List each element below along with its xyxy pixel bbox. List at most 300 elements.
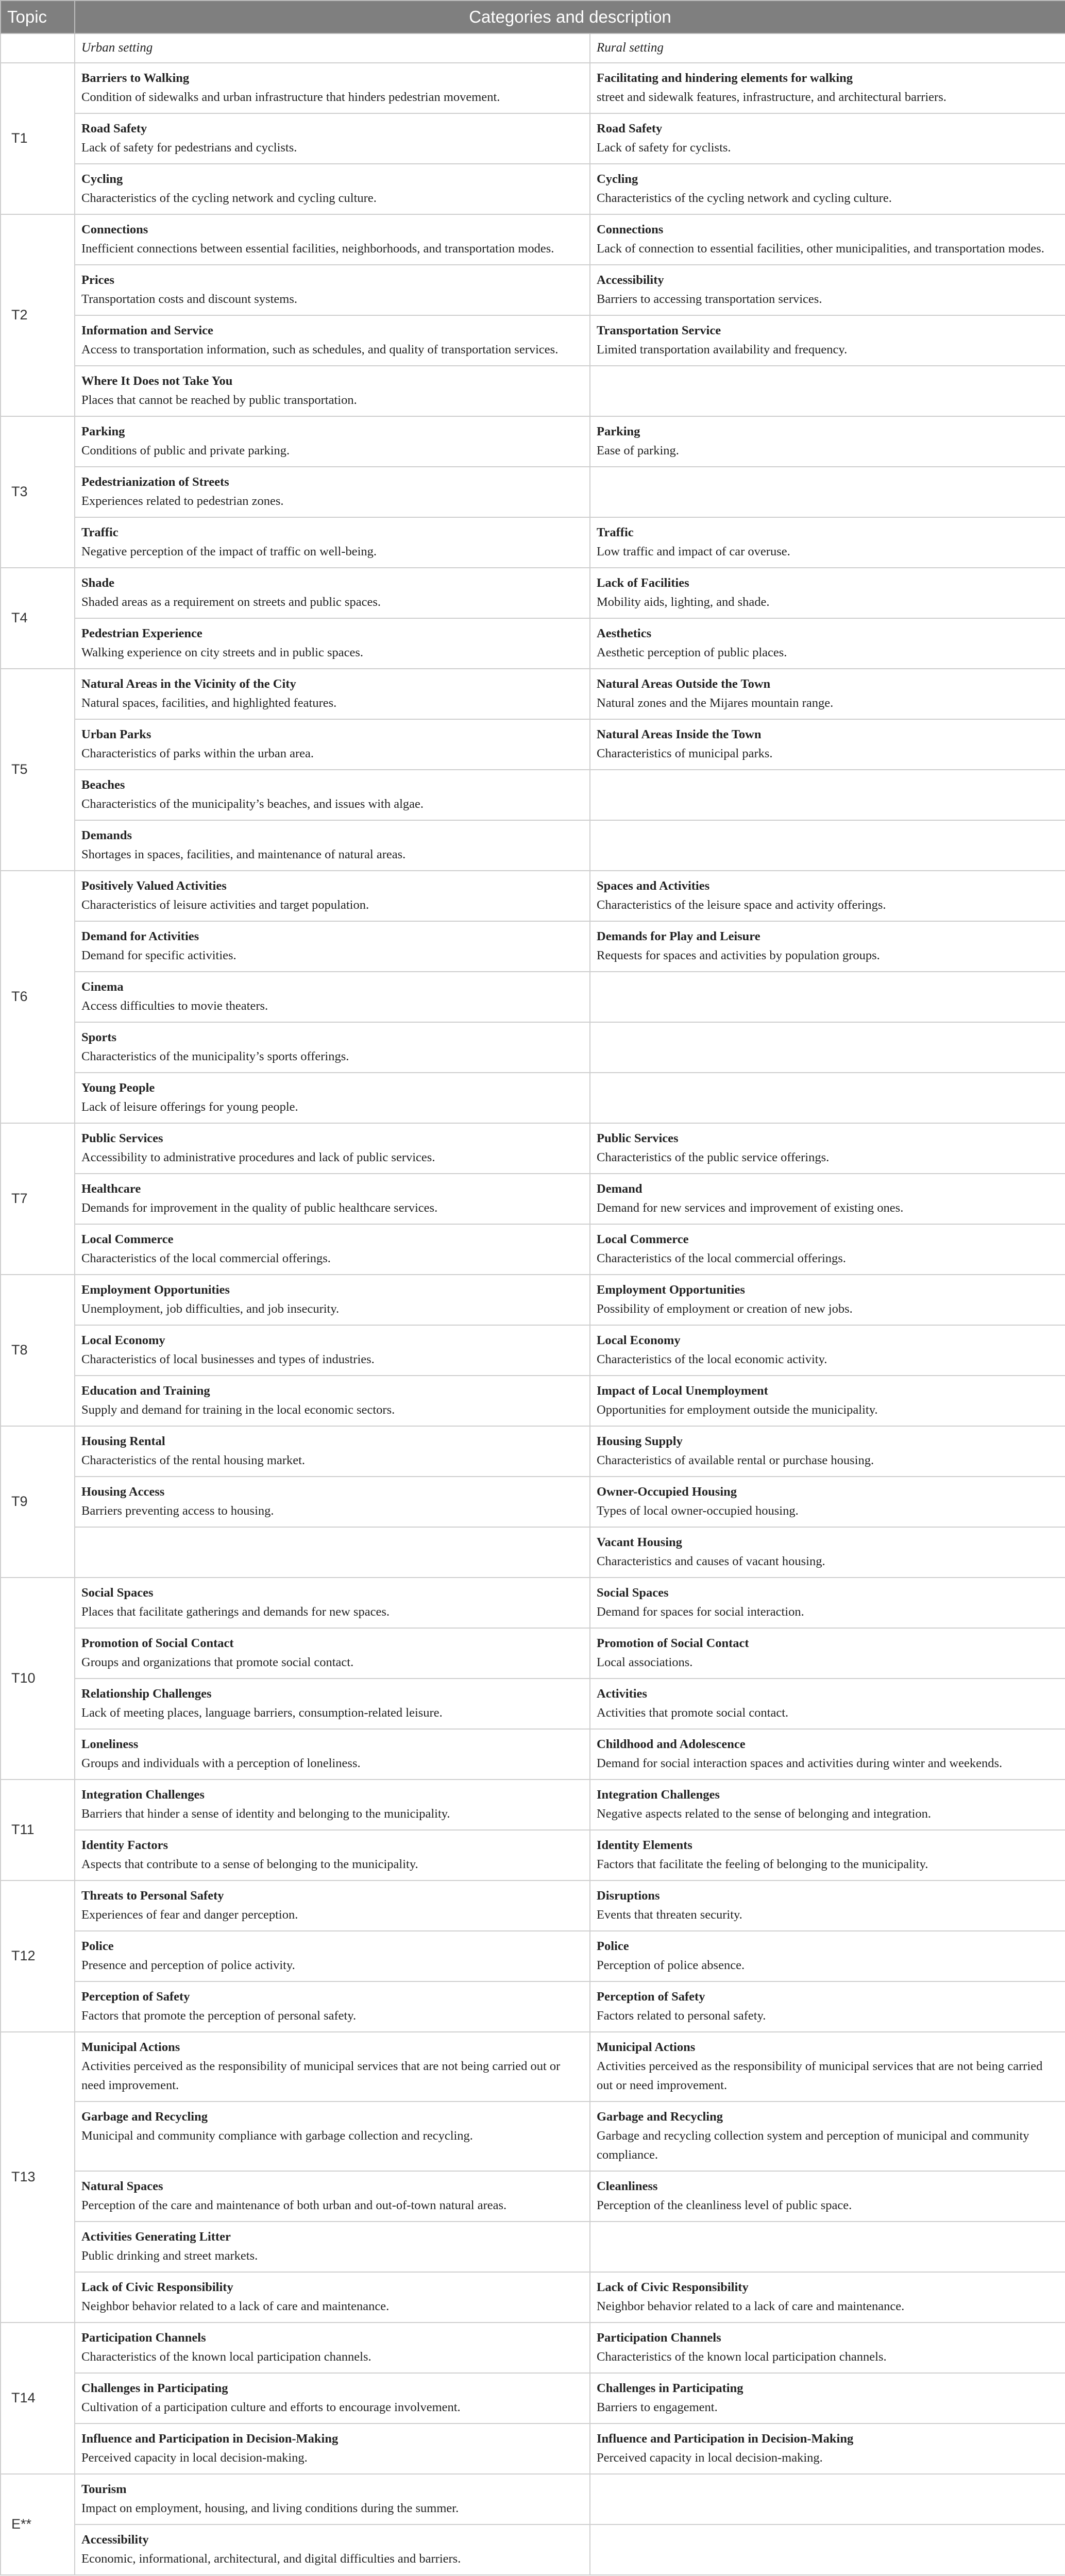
category-title: Young People	[81, 1081, 155, 1095]
urban-category-cell	[75, 2474, 590, 2524]
rural-category-cell	[590, 1628, 1065, 1679]
category-description: Presence and perception of police activity.	[81, 1958, 295, 1972]
category-title: Housing Access	[81, 1485, 165, 1499]
urban-category-cell	[75, 921, 590, 972]
category-title: Healthcare	[81, 1182, 141, 1196]
rural-category-cell	[590, 265, 1065, 315]
category-description: Conditions of public and private parking.	[81, 444, 290, 457]
urban-category-cell	[75, 719, 590, 770]
table-row	[1, 871, 1065, 921]
category-title: Challenges in Participating	[597, 2381, 743, 2395]
table-row	[1, 1022, 1065, 1073]
category-description: Natural spaces, facilities, and highlighted features.	[81, 696, 337, 710]
category-title: Garbage and Recycling	[597, 2110, 723, 2124]
category-title: Demands for Play and Leisure	[597, 929, 760, 943]
urban-category-cell	[75, 2373, 590, 2424]
category-description: Characteristics of the known local participation channels.	[597, 2350, 887, 2364]
rural-category-cell	[590, 2424, 1065, 2474]
table-row	[1, 770, 1065, 820]
rural-category-cell	[590, 214, 1065, 265]
rural-category-cell	[590, 1325, 1065, 1376]
category-title: Perception of Safety	[597, 1990, 705, 2004]
category-title: Urban Parks	[81, 727, 151, 741]
table-row	[1, 1477, 1065, 1527]
category-description: Access difficulties to movie theaters.	[81, 999, 268, 1013]
category-title: Connections	[597, 223, 664, 236]
table-row	[1, 2032, 1065, 2102]
category-description: Local associations.	[597, 1655, 693, 1669]
category-description: Cultivation of a participation culture and efforts to encourage involvement.	[81, 2400, 461, 2414]
category-title: Cycling	[597, 172, 638, 186]
category-description: Natural zones and the Mijares mountain range.	[597, 696, 834, 710]
rural-category-cell	[590, 1679, 1065, 1729]
category-description: Perception of the cleanliness level of public space.	[597, 2198, 852, 2212]
category-description: Perceived capacity in local decision-making.	[81, 2451, 308, 2465]
rural-empty-cell	[590, 2222, 1065, 2272]
category-description: Characteristics of municipal parks.	[597, 747, 773, 760]
category-description: Walking experience on city streets and in public spaces.	[81, 646, 364, 659]
category-title: Natural Areas Inside the Town	[597, 727, 762, 741]
category-description: Perception of the care and maintenance of both urban and out-of-town natural areas.	[81, 2198, 507, 2212]
category-title: Road Safety	[81, 122, 147, 135]
rural-category-cell	[590, 1174, 1065, 1224]
category-title: Participation Channels	[597, 2331, 721, 2345]
urban-category-cell	[75, 669, 590, 719]
category-title: Education and Training	[81, 1384, 210, 1398]
category-description: Negative aspects related to the sense of belonging and integration.	[597, 1807, 932, 1821]
table-row	[1, 618, 1065, 669]
category-title: Integration Challenges	[597, 1788, 720, 1802]
category-title: Identity Elements	[597, 1838, 692, 1852]
table-row	[1, 2424, 1065, 2474]
category-description: Lack of meeting places, language barriers, consumption-related leisure.	[81, 1706, 443, 1720]
table-row	[1, 972, 1065, 1022]
table-row	[1, 1073, 1065, 1123]
category-description: Condition of sidewalks and urban infrastructure that hinders pedestrian movement.	[81, 90, 500, 104]
category-title: Traffic	[597, 526, 634, 539]
topic-id-cell: T2	[1, 214, 75, 416]
urban-category-cell	[75, 1780, 590, 1830]
category-description: Requests for spaces and activities by population groups.	[597, 948, 880, 962]
category-title: Lack of Civic Responsibility	[597, 2280, 749, 2294]
rural-empty-cell	[590, 1073, 1065, 1123]
urban-category-cell	[75, 1123, 590, 1174]
category-title: Disruptions	[597, 1889, 660, 1903]
category-title: Natural Spaces	[81, 2179, 163, 2193]
category-title: Local Commerce	[597, 1232, 689, 1246]
category-title: Lack of Civic Responsibility	[81, 2280, 233, 2294]
urban-category-cell	[75, 164, 590, 214]
category-title: Challenges in Participating	[81, 2381, 228, 2395]
subheader-empty-cell	[1, 33, 75, 63]
category-description: Factors that facilitate the feeling of belonging to the municipality.	[597, 1857, 928, 1871]
table-row	[1, 1527, 1065, 1578]
urban-category-cell	[75, 1174, 590, 1224]
rural-category-cell	[590, 669, 1065, 719]
category-description: Perception of police absence.	[597, 1958, 745, 1972]
urban-category-cell	[75, 1880, 590, 1931]
table-row	[1, 921, 1065, 972]
rural-category-cell	[590, 1376, 1065, 1426]
table-row	[1, 1123, 1065, 1174]
category-title: Influence and Participation in Decision-Making	[597, 2432, 854, 2446]
table-row	[1, 1981, 1065, 2032]
topic-id-cell: T7	[1, 1123, 75, 1275]
category-description: Ease of parking.	[597, 444, 679, 457]
category-title: Municipal Actions	[81, 2040, 180, 2054]
topic-id-cell: T11	[1, 1780, 75, 1880]
category-description: Accessibility to administrative procedures and lack of public services.	[81, 1150, 435, 1164]
rural-category-cell	[590, 1426, 1065, 1477]
category-title: Childhood and Adolescence	[597, 1737, 746, 1751]
category-title: Where It Does not Take You	[81, 374, 233, 388]
subheader-rural: Rural setting	[590, 33, 1065, 63]
category-title: Parking	[597, 425, 640, 438]
urban-category-cell	[75, 568, 590, 618]
table-row	[1, 1578, 1065, 1628]
category-title: Relationship Challenges	[81, 1687, 212, 1701]
urban-category-cell	[75, 467, 590, 517]
category-title: Shade	[81, 576, 115, 590]
category-title: Facilitating and hindering elements for walking	[597, 71, 853, 85]
table-row	[1, 366, 1065, 416]
subheader-urban: Urban setting	[75, 33, 590, 63]
category-description: Demand for social interaction spaces and activities during winter and weekends.	[597, 1756, 1003, 1770]
urban-category-cell	[75, 1224, 590, 1275]
category-description: Low traffic and impact of car overuse.	[597, 545, 790, 558]
category-description: Neighbor behavior related to a lack of care and maintenance.	[597, 2299, 905, 2313]
urban-category-cell	[75, 1275, 590, 1325]
category-description: Demand for spaces for social interaction.	[597, 1605, 804, 1619]
rural-empty-cell	[590, 820, 1065, 871]
category-description: Characteristics of the cycling network and cycling culture.	[81, 191, 377, 205]
category-title: Police	[81, 1939, 114, 1953]
category-description: Lack of safety for cyclists.	[597, 141, 731, 155]
topic-id-cell: T6	[1, 871, 75, 1123]
table-row	[1, 1224, 1065, 1275]
category-description: Characteristics of available rental or purchase housing.	[597, 1453, 874, 1467]
category-description: Activities perceived as the responsibility of municipal services that are not being carried out or need improvement.	[597, 2059, 1043, 2092]
table-row	[1, 1880, 1065, 1931]
category-title: Cleanliness	[597, 2179, 658, 2193]
category-title: Police	[597, 1939, 629, 1953]
table-row	[1, 2171, 1065, 2222]
table-row	[1, 2373, 1065, 2424]
category-title: Local Economy	[597, 1333, 681, 1347]
urban-category-cell	[75, 265, 590, 315]
category-description: Transportation costs and discount systems.	[81, 292, 297, 306]
category-title: Threats to Personal Safety	[81, 1889, 224, 1903]
category-description: Aspects that contribute to a sense of belonging to the municipality.	[81, 1857, 418, 1871]
category-title: Promotion of Social Contact	[81, 1636, 234, 1650]
table-row	[1, 1426, 1065, 1477]
urban-category-cell	[75, 2102, 590, 2171]
rural-category-cell	[590, 1275, 1065, 1325]
urban-category-cell	[75, 1376, 590, 1426]
topic-id-cell: T12	[1, 1880, 75, 2032]
rural-empty-cell	[590, 2524, 1065, 2575]
topic-id-cell: T3	[1, 416, 75, 568]
table-row	[1, 315, 1065, 366]
table-row	[1, 164, 1065, 214]
rural-empty-cell	[590, 366, 1065, 416]
table-row	[1, 467, 1065, 517]
table-row	[1, 1325, 1065, 1376]
category-description: Shaded areas as a requirement on streets and public spaces.	[81, 595, 381, 609]
urban-category-cell	[75, 113, 590, 164]
table-header-row	[1, 1, 1065, 33]
category-title: Cycling	[81, 172, 123, 186]
table-row	[1, 1376, 1065, 1426]
category-description: Public drinking and street markets.	[81, 2249, 258, 2263]
category-title: Demand for Activities	[81, 929, 199, 943]
rural-category-cell	[590, 1880, 1065, 1931]
rural-category-cell	[590, 2032, 1065, 2102]
rural-category-cell	[590, 618, 1065, 669]
category-title: Participation Channels	[81, 2331, 206, 2345]
urban-category-cell	[75, 517, 590, 568]
rural-category-cell	[590, 63, 1065, 113]
rural-category-cell	[590, 719, 1065, 770]
topic-id-cell: E**	[1, 2474, 75, 2575]
category-description: Possibility of employment or creation of new jobs.	[597, 1302, 853, 1316]
category-title: Lack of Facilities	[597, 576, 689, 590]
category-description: Lack of safety for pedestrians and cyclists.	[81, 141, 297, 155]
category-title: Owner-Occupied Housing	[597, 1485, 737, 1499]
category-description: Barriers to engagement.	[597, 2400, 718, 2414]
category-description: Impact on employment, housing, and living conditions during the summer.	[81, 2501, 459, 2515]
urban-category-cell	[75, 1022, 590, 1073]
category-description: Characteristics of the municipality’s beaches, and issues with algae.	[81, 797, 424, 811]
category-title: Perception of Safety	[81, 1990, 190, 2004]
rural-category-cell	[590, 113, 1065, 164]
category-description: Barriers that hinder a sense of identity and belonging to the municipality.	[81, 1807, 450, 1821]
category-description: Negative perception of the impact of traffic on well-being.	[81, 545, 377, 558]
table-row	[1, 2323, 1065, 2373]
category-description: Characteristics of the known local participation channels.	[81, 2350, 371, 2364]
urban-category-cell	[75, 2222, 590, 2272]
rural-category-cell	[590, 1527, 1065, 1578]
table-row	[1, 820, 1065, 871]
category-title: Influence and Participation in Decision-Making	[81, 2432, 339, 2446]
category-description: Characteristics of the public service offerings.	[597, 1150, 830, 1164]
urban-category-cell	[75, 2524, 590, 2575]
category-description: Characteristics of the local commercial offerings.	[597, 1251, 846, 1265]
category-description: Inefficient connections between essential facilities, neighborhoods, and transportation modes.	[81, 242, 554, 256]
category-description: Events that threaten security.	[597, 1908, 742, 1922]
urban-category-cell	[75, 1073, 590, 1123]
category-description: Groups and organizations that promote social contact.	[81, 1655, 354, 1669]
rural-category-cell	[590, 315, 1065, 366]
topic-id-cell: T14	[1, 2323, 75, 2474]
category-title: Accessibility	[81, 2533, 149, 2547]
category-title: Transportation Service	[597, 324, 721, 337]
category-description: Characteristics of the local economic activity.	[597, 1352, 827, 1366]
category-title: Vacant Housing	[597, 1535, 682, 1549]
category-description: Characteristics of the municipality’s sports offerings.	[81, 1049, 349, 1063]
category-title: Employment Opportunities	[81, 1283, 230, 1297]
category-title: Aesthetics	[597, 626, 652, 640]
category-description: Barriers to accessing transportation services.	[597, 292, 822, 306]
category-title: Parking	[81, 425, 125, 438]
rural-category-cell	[590, 2102, 1065, 2171]
table-row	[1, 113, 1065, 164]
category-description: Aesthetic perception of public places.	[597, 646, 787, 659]
category-description: Characteristics of leisure activities and target population.	[81, 898, 369, 912]
rural-empty-cell	[590, 2474, 1065, 2524]
topic-id-cell: T13	[1, 2032, 75, 2323]
category-title: Garbage and Recycling	[81, 2110, 208, 2124]
category-description: Characteristics of the leisure space and activity offerings.	[597, 898, 886, 912]
table-row	[1, 63, 1065, 113]
category-description: Unemployment, job difficulties, and job insecurity.	[81, 1302, 340, 1316]
urban-category-cell	[75, 416, 590, 467]
urban-category-cell	[75, 1325, 590, 1376]
table-row	[1, 1628, 1065, 1679]
category-title: Spaces and Activities	[597, 879, 710, 893]
category-title: Pedestrianization of Streets	[81, 475, 229, 489]
category-description: Opportunities for employment outside the municipality.	[597, 1403, 878, 1417]
category-description: Characteristics of local businesses and types of industries.	[81, 1352, 375, 1366]
category-title: Demands	[81, 828, 132, 842]
table-row	[1, 2524, 1065, 2575]
category-title: Connections	[81, 223, 148, 236]
table-row	[1, 1931, 1065, 1981]
rural-category-cell	[590, 1830, 1065, 1880]
category-description: Characteristics of the local commercial offerings.	[81, 1251, 331, 1265]
category-description: Factors related to personal safety.	[597, 2009, 766, 2023]
urban-empty-cell	[75, 1527, 590, 1578]
category-title: Employment Opportunities	[597, 1283, 745, 1297]
category-title: Activities	[597, 1687, 647, 1701]
category-title: Local Commerce	[81, 1232, 174, 1246]
urban-category-cell	[75, 972, 590, 1022]
rural-category-cell	[590, 2171, 1065, 2222]
table-row	[1, 1729, 1065, 1780]
category-title: Demand	[597, 1182, 643, 1196]
category-title: Local Economy	[81, 1333, 165, 1347]
category-description: Types of local owner-occupied housing.	[597, 1504, 799, 1518]
table-row	[1, 416, 1065, 467]
category-title: Public Services	[597, 1131, 679, 1145]
category-title: Pedestrian Experience	[81, 626, 202, 640]
category-description: Mobility aids, lighting, and shade.	[597, 595, 770, 609]
rural-category-cell	[590, 1578, 1065, 1628]
rural-category-cell	[590, 921, 1065, 972]
urban-category-cell	[75, 1679, 590, 1729]
table-row	[1, 2102, 1065, 2171]
header-categories: Categories and description	[75, 1, 1065, 33]
category-description: Perceived capacity in local decision-making.	[597, 2451, 823, 2465]
category-description: Demand for specific activities.	[81, 948, 236, 962]
subheader-row	[1, 33, 1065, 63]
topic-id-cell: T4	[1, 568, 75, 669]
urban-category-cell	[75, 1477, 590, 1527]
table-row	[1, 568, 1065, 618]
rural-category-cell	[590, 2373, 1065, 2424]
category-description: Barriers preventing access to housing.	[81, 1504, 274, 1518]
urban-category-cell	[75, 315, 590, 366]
urban-category-cell	[75, 1830, 590, 1880]
category-title: Natural Areas Outside the Town	[597, 677, 771, 691]
category-description: Characteristics and causes of vacant housing.	[597, 1554, 825, 1568]
category-title: Promotion of Social Contact	[597, 1636, 749, 1650]
category-description: Demand for new services and improvement of existing ones.	[597, 1201, 904, 1215]
category-title: Integration Challenges	[81, 1788, 205, 1802]
rural-category-cell	[590, 1729, 1065, 1780]
category-description: Shortages in spaces, facilities, and maintenance of natural areas.	[81, 848, 406, 861]
category-description: Groups and individuals with a perception of loneliness.	[81, 1756, 361, 1770]
table-row	[1, 1780, 1065, 1830]
category-title: Impact of Local Unemployment	[597, 1384, 768, 1398]
urban-category-cell	[75, 2424, 590, 2474]
category-description: Characteristics of the cycling network and cycling culture.	[597, 191, 892, 205]
table-row	[1, 2222, 1065, 2272]
category-description: Lack of leisure offerings for young people.	[81, 1100, 298, 1114]
category-description: Experiences related to pedestrian zones.	[81, 494, 284, 508]
category-description: Access to transportation information, such as schedules, and quality of transportation services.	[81, 343, 559, 357]
rural-empty-cell	[590, 770, 1065, 820]
rural-category-cell	[590, 1477, 1065, 1527]
topic-id-cell: T5	[1, 669, 75, 871]
topic-id-cell: T9	[1, 1426, 75, 1578]
category-title: Activities Generating Litter	[81, 2230, 231, 2244]
urban-category-cell	[75, 1729, 590, 1780]
table-row	[1, 2272, 1065, 2323]
category-title: Loneliness	[81, 1737, 139, 1751]
urban-category-cell	[75, 820, 590, 871]
category-description: Characteristics of the rental housing market.	[81, 1453, 306, 1467]
table-row	[1, 1174, 1065, 1224]
rural-empty-cell	[590, 1022, 1065, 1073]
category-title: Identity Factors	[81, 1838, 168, 1852]
rural-category-cell	[590, 1981, 1065, 2032]
category-description: Limited transportation availability and frequency.	[597, 343, 848, 357]
urban-category-cell	[75, 2032, 590, 2102]
table-body	[1, 33, 1065, 2575]
table-row	[1, 1830, 1065, 1880]
category-title: Traffic	[81, 526, 119, 539]
table-row	[1, 669, 1065, 719]
category-title: Housing Rental	[81, 1434, 165, 1448]
urban-category-cell	[75, 618, 590, 669]
rural-category-cell	[590, 1931, 1065, 1981]
header-topic: Topic	[1, 1, 75, 33]
urban-category-cell	[75, 1426, 590, 1477]
category-title: Cinema	[81, 980, 124, 994]
table-row	[1, 214, 1065, 265]
category-title: Public Services	[81, 1131, 163, 1145]
category-title: Tourism	[81, 2482, 127, 2496]
urban-category-cell	[75, 871, 590, 921]
category-title: Social Spaces	[81, 1586, 154, 1600]
category-description: Activities perceived as the responsibility of municipal services that are not being carried out or need improvement.	[81, 2059, 561, 2092]
table-row	[1, 719, 1065, 770]
urban-category-cell	[75, 1578, 590, 1628]
rural-category-cell	[590, 1123, 1065, 1174]
category-description: Activities that promote social contact.	[597, 1706, 789, 1720]
table-row	[1, 517, 1065, 568]
category-title: Positively Valued Activities	[81, 879, 227, 893]
rural-category-cell	[590, 517, 1065, 568]
rural-category-cell	[590, 568, 1065, 618]
rural-empty-cell	[590, 972, 1065, 1022]
category-title: Beaches	[81, 778, 125, 792]
category-description: Economic, informational, architectural, and digital difficulties and barriers.	[81, 2552, 461, 2566]
category-title: Prices	[81, 273, 114, 287]
topic-id-cell: T8	[1, 1275, 75, 1426]
category-title: Housing Supply	[597, 1434, 683, 1448]
